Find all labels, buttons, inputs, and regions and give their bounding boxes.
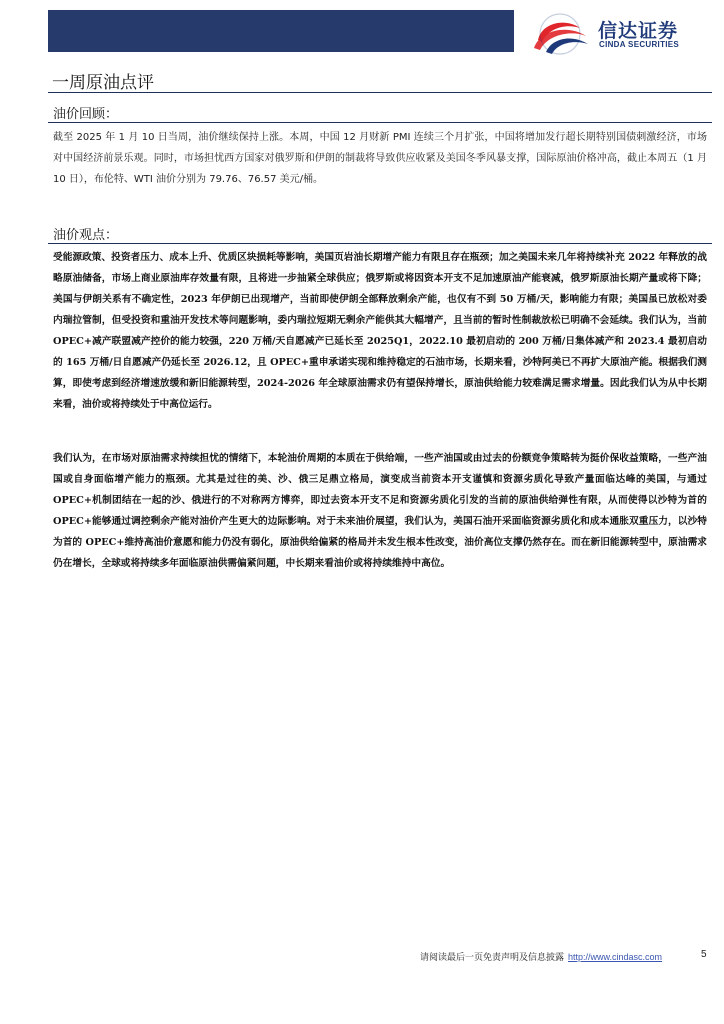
disclaimer-text: 请阅读最后一页免责声明及信息披露 (420, 953, 565, 963)
views-paragraph-2: 我们认为，在市场对原油需求持续担忧的情绪下，本轮油价周期的本质在于供给端，一些产油国或由过去的份额竞争策略转为挺价保收益策略，一些产油国或自身面临增产能力的瓶颈。尤其是过往的美、沙、俄三足鼎立格局，演变成当前资本开支谨慎和资源劣质化导致产量面临达峰的美国，与通过 OPEC+机制团结在一起的沙、俄进行的不对称两方博弈，即过去资本开支不足和资源劣质化引发的当前的原油供给弹性有限，从而使得以沙特为首的 OPEC+能够通过调控剩余产能对油价产生更大的边际影响。对于未来油价展望，我们认为，美国石油开采面临资源劣质化和成本通胀双重压力，以沙特为首的 OPEC+维持高油价意愿和能力仍没有弱化，原油供给偏紧的格局并未发生根本性改变，油价高位支撑仍然存在。而在新旧能源转型中，原油需求仍在增长，全球或将持续多年面临原油供需偏紧问题，中长期来看油价或将持续维持中高位。 (53, 453, 707, 569)
views-paragraph-1: 受能源政策、投资者压力、成本上升、优质区块损耗等影响，美国页岩油长期增产能力有限且存在瓶颈；加之美国未来几年将持续补充 2022 年释放的战略原油储备，市场上商业原油库存效量有限，且将进一步抽紧全球供应；俄罗斯或将因资本开支不足加速原油产能衰减，俄罗斯原油长期产量或将下降；美国与伊朗关系有不确定性，2023 年伊朗已出现增产，当前即使伊朗全部释放剩余产能，也仅有不到 50 万桶/天，影响能力有限；美国虽已放松对委内瑞拉管制，但受投资和重油开发技术等问题影响，委内瑞拉短期无剩余产能供其大幅增产，且当前的暂时性制裁放松已明确不会延续。我们认为，当前 OPEC+减产联盟减产控价的能力较强，220 万桶/天自愿减产已延长至 2025Q1，2022.10 最初启动的 200 万桶/日集体减产和 2023.4 最初启动的 165 万桶/日自愿减产仍延长至 2026.12，且 OPEC+重申承诺实现和维持稳定的石油市场，长期来看，沙特阿美已不再扩大原油产能。根据我们测算，即使考虑到经济增速放缓和新旧能源转型，2024-2026 年全球原油需求仍有望保持增长，原油供给能力较难满足需求增量。因此我们认为从中长期来看，油价或将持续处于中高位运行。 (53, 252, 707, 410)
views-divider (48, 243, 712, 244)
brand-name-cn: 信达证券 (598, 20, 679, 42)
title-divider (48, 92, 712, 93)
footer-disclaimer (420, 950, 662, 963)
review-heading: 油价回顾： (53, 107, 119, 122)
website-link[interactable]: http://www.cindasc.com (568, 952, 663, 962)
section-title: 一周原油点评 (52, 73, 154, 93)
views-heading: 油价观点： (53, 228, 119, 243)
review-divider (48, 122, 712, 123)
page-number: 5 (701, 949, 707, 960)
header-bar (48, 10, 514, 52)
cinda-logo-icon (528, 12, 590, 56)
brand-name-en: CINDA SECURITIES (599, 40, 680, 49)
review-paragraph: 截至 2025 年 1 月 10 日当周，油价继续保持上涨。本周，中国 12 月财新 PMI 连续三个月扩张，中国将增加发行超长期特别国债刺激经济，市场对中国经济前景乐观。同时，市场担忧西方国家对俄罗斯和伊朗的制裁将导致供应收紧及美国冬季风暴支撑，国际原油价格冲高，截止本周五（1 月 10 日），布伦特、WTI 油价分别为 79.76、76.57 美元/桶。 (53, 132, 707, 185)
